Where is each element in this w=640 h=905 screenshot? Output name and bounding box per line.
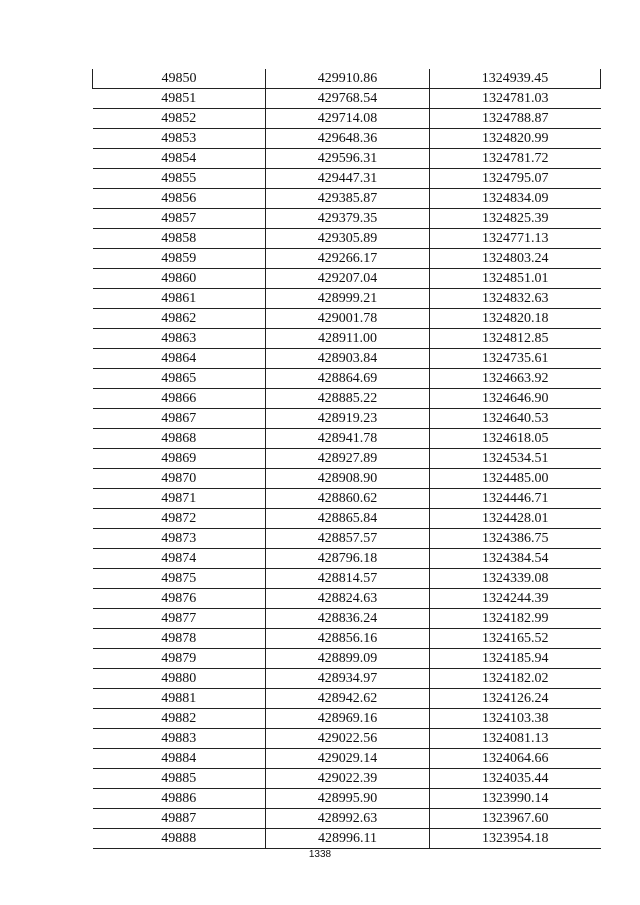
point-id-cell: 49851 [93, 89, 266, 109]
point-id-cell: 49866 [93, 389, 266, 409]
y-coordinate-cell: 1324103.38 [430, 709, 601, 729]
point-id-cell: 49860 [93, 269, 266, 289]
y-coordinate-cell: 1324244.39 [430, 589, 601, 609]
y-coordinate-cell: 1324812.85 [430, 329, 601, 349]
x-coordinate-cell: 429022.39 [266, 769, 430, 789]
point-id-cell: 49869 [93, 449, 266, 469]
table-row [93, 489, 601, 509]
table-row [93, 749, 601, 769]
x-coordinate-cell: 428860.62 [266, 489, 430, 509]
table-body [93, 69, 601, 849]
y-coordinate-cell: 1324428.01 [430, 509, 601, 529]
table-row [93, 229, 601, 249]
y-coordinate-cell: 1324182.99 [430, 609, 601, 629]
x-coordinate-cell: 428864.69 [266, 369, 430, 389]
y-coordinate-cell: 1324820.99 [430, 129, 601, 149]
x-coordinate-cell: 428903.84 [266, 349, 430, 369]
x-coordinate-cell: 428934.97 [266, 669, 430, 689]
table-row [93, 569, 601, 589]
y-coordinate-cell: 1324851.01 [430, 269, 601, 289]
table-row [93, 589, 601, 609]
point-id-cell: 49855 [93, 169, 266, 189]
table-row [93, 449, 601, 469]
x-coordinate-cell: 429596.31 [266, 149, 430, 169]
x-coordinate-cell: 428796.18 [266, 549, 430, 569]
point-id-cell: 49874 [93, 549, 266, 569]
y-coordinate-cell: 1324035.44 [430, 769, 601, 789]
x-coordinate-cell: 428908.90 [266, 469, 430, 489]
page-number: 1338 [308, 849, 332, 860]
y-coordinate-cell: 1324386.75 [430, 529, 601, 549]
point-id-cell: 49879 [93, 649, 266, 669]
x-coordinate-cell: 429305.89 [266, 229, 430, 249]
x-coordinate-cell: 429648.36 [266, 129, 430, 149]
x-coordinate-cell: 428885.22 [266, 389, 430, 409]
y-coordinate-cell: 1324832.63 [430, 289, 601, 309]
table-row [93, 209, 601, 229]
y-coordinate-cell: 1324825.39 [430, 209, 601, 229]
point-id-cell: 49881 [93, 689, 266, 709]
point-id-cell: 49883 [93, 729, 266, 749]
point-id-cell: 49850 [93, 69, 266, 89]
point-id-cell: 49863 [93, 329, 266, 349]
coordinate-table [92, 69, 601, 849]
y-coordinate-cell: 1324640.53 [430, 409, 601, 429]
x-coordinate-cell: 429029.14 [266, 749, 430, 769]
table-row [93, 329, 601, 349]
x-coordinate-cell: 428969.16 [266, 709, 430, 729]
table-row [93, 809, 601, 829]
x-coordinate-cell: 428857.57 [266, 529, 430, 549]
table-row [93, 669, 601, 689]
x-coordinate-cell: 429910.86 [266, 69, 430, 89]
point-id-cell: 49878 [93, 629, 266, 649]
table-row [93, 249, 601, 269]
point-id-cell: 49888 [93, 829, 266, 849]
table-row [93, 289, 601, 309]
x-coordinate-cell: 428814.57 [266, 569, 430, 589]
y-coordinate-cell: 1324663.92 [430, 369, 601, 389]
y-coordinate-cell: 1324534.51 [430, 449, 601, 469]
point-id-cell: 49864 [93, 349, 266, 369]
y-coordinate-cell: 1324339.08 [430, 569, 601, 589]
point-id-cell: 49870 [93, 469, 266, 489]
y-coordinate-cell: 1324485.00 [430, 469, 601, 489]
y-coordinate-cell: 1324646.90 [430, 389, 601, 409]
y-coordinate-cell: 1324165.52 [430, 629, 601, 649]
point-id-cell: 49871 [93, 489, 266, 509]
table-row [93, 689, 601, 709]
point-id-cell: 49884 [93, 749, 266, 769]
point-id-cell: 49882 [93, 709, 266, 729]
table-row [93, 89, 601, 109]
y-coordinate-cell: 1324384.54 [430, 549, 601, 569]
x-coordinate-cell: 429266.17 [266, 249, 430, 269]
y-coordinate-cell: 1324182.02 [430, 669, 601, 689]
table-row [93, 189, 601, 209]
point-id-cell: 49877 [93, 609, 266, 629]
table-row [93, 629, 601, 649]
x-coordinate-cell: 428836.24 [266, 609, 430, 629]
y-coordinate-cell: 1323990.14 [430, 789, 601, 809]
point-id-cell: 49886 [93, 789, 266, 809]
y-coordinate-cell: 1324446.71 [430, 489, 601, 509]
point-id-cell: 49858 [93, 229, 266, 249]
point-id-cell: 49854 [93, 149, 266, 169]
table-row [93, 129, 601, 149]
table-row [93, 169, 601, 189]
table-row [93, 109, 601, 129]
table-row [93, 649, 601, 669]
point-id-cell: 49859 [93, 249, 266, 269]
table-row [93, 69, 601, 89]
x-coordinate-cell: 428941.78 [266, 429, 430, 449]
table-row [93, 429, 601, 449]
x-coordinate-cell: 428899.09 [266, 649, 430, 669]
y-coordinate-cell: 1324820.18 [430, 309, 601, 329]
x-coordinate-cell: 428865.84 [266, 509, 430, 529]
y-coordinate-cell: 1324803.24 [430, 249, 601, 269]
table-row [93, 409, 601, 429]
x-coordinate-cell: 428999.21 [266, 289, 430, 309]
x-coordinate-cell: 428992.63 [266, 809, 430, 829]
point-id-cell: 49867 [93, 409, 266, 429]
y-coordinate-cell: 1324781.03 [430, 89, 601, 109]
table-row [93, 469, 601, 489]
point-id-cell: 49885 [93, 769, 266, 789]
point-id-cell: 49873 [93, 529, 266, 549]
y-coordinate-cell: 1324735.61 [430, 349, 601, 369]
table-row [93, 789, 601, 809]
y-coordinate-cell: 1324788.87 [430, 109, 601, 129]
y-coordinate-cell: 1324618.05 [430, 429, 601, 449]
table-row [93, 269, 601, 289]
table-row [93, 149, 601, 169]
x-coordinate-cell: 428996.11 [266, 829, 430, 849]
x-coordinate-cell: 429447.31 [266, 169, 430, 189]
x-coordinate-cell: 428942.62 [266, 689, 430, 709]
point-id-cell: 49875 [93, 569, 266, 589]
point-id-cell: 49852 [93, 109, 266, 129]
point-id-cell: 49857 [93, 209, 266, 229]
y-coordinate-cell: 1324939.45 [430, 69, 601, 89]
y-coordinate-cell: 1324126.24 [430, 689, 601, 709]
x-coordinate-cell: 429207.04 [266, 269, 430, 289]
x-coordinate-cell: 429385.87 [266, 189, 430, 209]
y-coordinate-cell: 1324064.66 [430, 749, 601, 769]
table-row [93, 709, 601, 729]
point-id-cell: 49862 [93, 309, 266, 329]
x-coordinate-cell: 428824.63 [266, 589, 430, 609]
table-row [93, 349, 601, 369]
y-coordinate-cell: 1324834.09 [430, 189, 601, 209]
x-coordinate-cell: 429379.35 [266, 209, 430, 229]
point-id-cell: 49876 [93, 589, 266, 609]
table-row [93, 729, 601, 749]
x-coordinate-cell: 429022.56 [266, 729, 430, 749]
x-coordinate-cell: 428856.16 [266, 629, 430, 649]
x-coordinate-cell: 428911.00 [266, 329, 430, 349]
point-id-cell: 49861 [93, 289, 266, 309]
x-coordinate-cell: 428995.90 [266, 789, 430, 809]
point-id-cell: 49887 [93, 809, 266, 829]
table-row [93, 549, 601, 569]
point-id-cell: 49880 [93, 669, 266, 689]
point-id-cell: 49868 [93, 429, 266, 449]
y-coordinate-cell: 1323967.60 [430, 809, 601, 829]
y-coordinate-cell: 1324781.72 [430, 149, 601, 169]
y-coordinate-cell: 1324771.13 [430, 229, 601, 249]
y-coordinate-cell: 1324185.94 [430, 649, 601, 669]
point-id-cell: 49856 [93, 189, 266, 209]
x-coordinate-cell: 428919.23 [266, 409, 430, 429]
x-coordinate-cell: 429768.54 [266, 89, 430, 109]
x-coordinate-cell: 428927.89 [266, 449, 430, 469]
point-id-cell: 49853 [93, 129, 266, 149]
point-id-cell: 49872 [93, 509, 266, 529]
table-row [93, 509, 601, 529]
table-row [93, 389, 601, 409]
y-coordinate-cell: 1324795.07 [430, 169, 601, 189]
point-id-cell: 49865 [93, 369, 266, 389]
y-coordinate-cell: 1324081.13 [430, 729, 601, 749]
y-coordinate-cell: 1323954.18 [430, 829, 601, 849]
table-row [93, 369, 601, 389]
x-coordinate-cell: 429714.08 [266, 109, 430, 129]
table-row [93, 529, 601, 549]
table-row [93, 609, 601, 629]
table-row [93, 829, 601, 849]
x-coordinate-cell: 429001.78 [266, 309, 430, 329]
table-row [93, 309, 601, 329]
table-row [93, 769, 601, 789]
